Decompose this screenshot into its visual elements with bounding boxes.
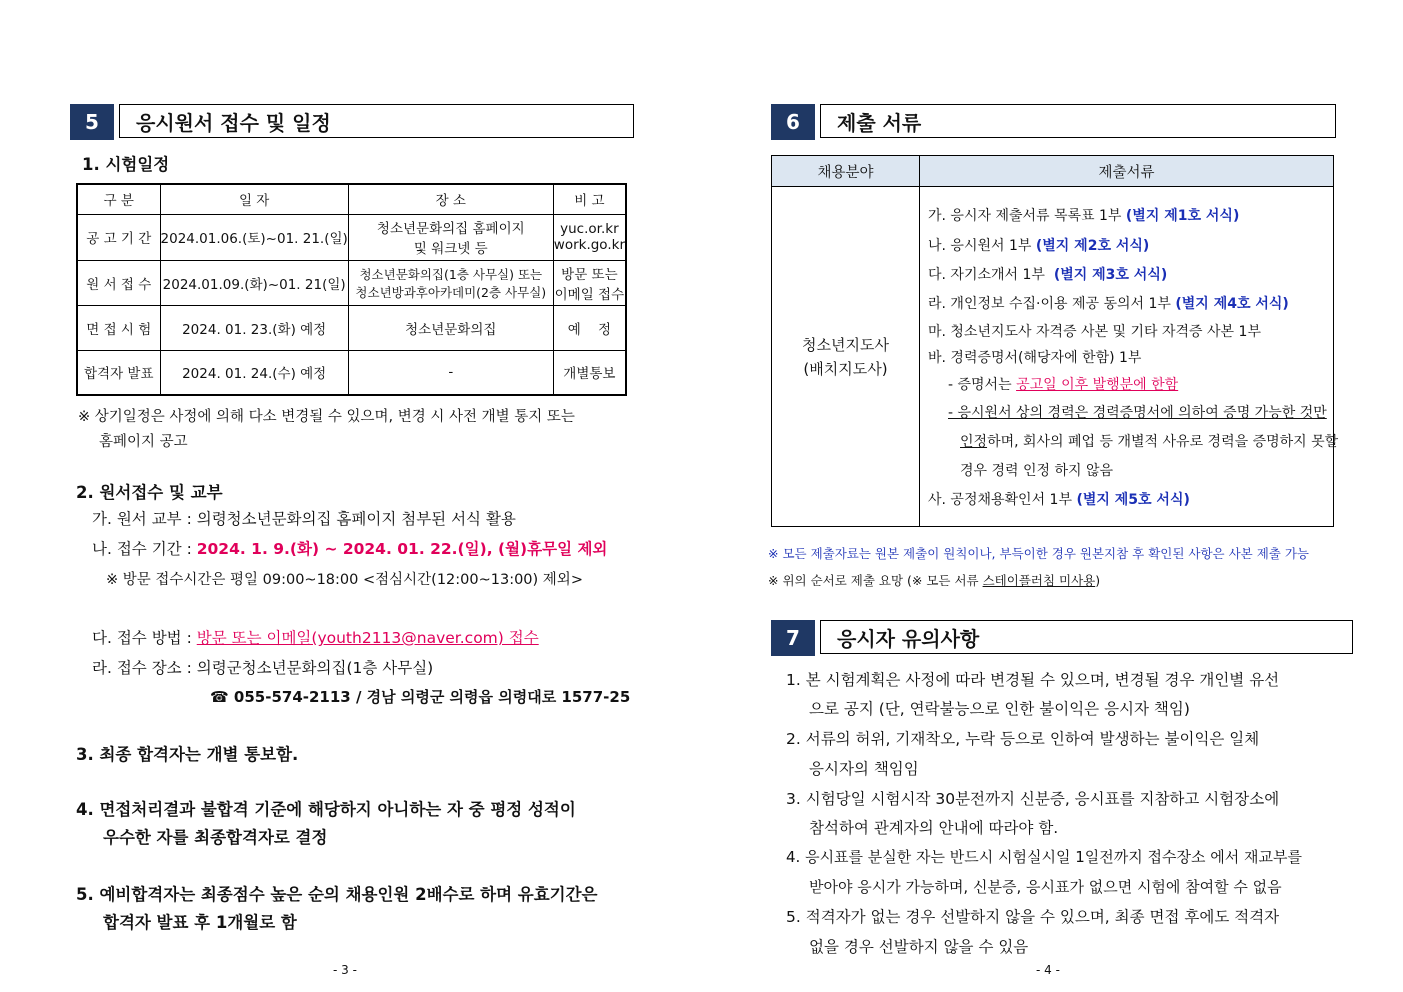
period-value: 2024. 1. 9.(화) ~ 2024. 01. 22.(일), (월)휴무일 제외 (196, 540, 608, 558)
cert-note: - 증명서는 공고일 이후 발행분에 한함 (948, 377, 1179, 393)
page-number-left: - 3 - (333, 963, 357, 977)
row-note: 예 정 (553, 305, 626, 350)
documents-header-row (772, 156, 1334, 187)
item-method: 다. 접수 방법 : 방문 또는 이메일(youth2113@naver.com) 접수 (92, 629, 539, 647)
page-number-right: - 4 - (1036, 963, 1060, 977)
documents-cell (920, 187, 1339, 527)
table-row (77, 350, 626, 395)
doc-item: 사. 공정채용확인서 1부 (별지 제5호 서식) (928, 492, 1190, 508)
section-6-title: 제출 서류 (820, 104, 1336, 138)
item-4-cont: 우수한 자를 최종합격자로 결정 (103, 828, 328, 847)
item-location: 라. 접수 장소 : 의령군청소년문화의집(1층 사무실) (92, 659, 434, 677)
schedule-note-cont: 홈페이지 공고 (99, 434, 188, 450)
row-label: 합격자 발표 (77, 350, 160, 395)
row-note: 방문 또는 이메일 접수 (553, 260, 626, 305)
table-row (77, 260, 626, 305)
documents-note-2: ※ 위의 순서로 제출 요망 (※ 모든 서류 스테이플러침 미사용) (768, 573, 1101, 588)
field-cell: 청소년지도사 (배치지도사) (772, 187, 920, 527)
career-note-end: 경우 경력 인정 하지 않음 (960, 463, 1114, 479)
row-place: 청소년문화의집 홈페이지 및 워크넷 등 (348, 214, 553, 260)
schedule-table (76, 183, 627, 396)
table-row (77, 305, 626, 350)
doc-item: 라. 개인정보 수집·이용 제공 동의서 1부 (별지 제4호 서식) (928, 296, 1289, 312)
doc-item: 나. 응시원서 1부 (별지 제2호 서식) (928, 238, 1150, 254)
table-row (77, 214, 626, 260)
row-date: 2024.01.06.(토)~01. 21.(일) (160, 214, 348, 260)
schedule-note: ※ 상기일정은 사정에 의해 다소 변경될 수 있으며, 변경 시 사전 개별 통지 또는 (78, 409, 575, 425)
contact-info: ☎ 055-574-2113 / 경남 의령군 의령읍 의령대로 1577-25 (210, 688, 631, 706)
notice-5-cont: 없을 경우 선발하지 않을 수 있음 (809, 938, 1029, 956)
notice-2: 2. 서류의 허위, 기재착오, 누락 등으로 인하여 발생하는 불이익은 일체 (786, 730, 1260, 748)
doc-item: 바. 경력증명서(해당자에 한함) 1부 (928, 350, 1142, 366)
notice-1: 1. 본 시험계획은 사정에 따라 변경될 수 있으며, 변경될 경우 개인별 유선 (786, 671, 1280, 689)
header-documents: 제출서류 (920, 156, 1334, 187)
row-label: 공 고 기 간 (77, 214, 160, 260)
notice-4: 4. 응시표를 분실한 자는 반드시 시험실시일 1일전까지 접수장소 에서 재교부를 (786, 848, 1302, 866)
notice-4-cont: 받아야 응시가 가능하며, 신분증, 응시표가 없으면 시험에 참여할 수 없음 (809, 878, 1282, 896)
notice-2-cont: 응시자의 책임임 (809, 760, 919, 778)
section-7-number: 7 (771, 620, 815, 656)
header-note: 비 고 (553, 184, 626, 214)
row-place: 청소년문화의집(1층 사무실) 또는 청소년방과후아카데미(2층 사무실) (348, 260, 553, 305)
schedule-heading: 1. 시험일정 (82, 155, 170, 174)
row-date: 2024.01.09.(화)~01. 21(일) (160, 260, 348, 305)
method-value: 방문 또는 이메일(youth2113@naver.com) 접수 (196, 629, 539, 647)
documents-row (772, 187, 1334, 527)
documents-table (771, 155, 1339, 527)
row-date: 2024. 01. 23.(화) 예정 (160, 305, 348, 350)
visit-time-note: ※ 방문 접수시간은 평일 09:00~18:00 <점심시간(12:00~13:00) 제외> (106, 572, 583, 588)
doc-item: 다. 자기소개서 1부 (별지 제3호 서식) (928, 267, 1168, 283)
notice-1-cont: 으로 공지 (단, 연락불능으로 인한 불이익은 응시자 책임) (809, 700, 1190, 718)
item-period: 나. 접수 기간 : 2024. 1. 9.(화) ~ 2024. 01. 22.(일), (월)휴무일 제외 (92, 540, 608, 558)
header-place: 장 소 (348, 184, 553, 214)
row-note: yuc.or.kr work.go.kr (553, 214, 626, 260)
section-6-number: 6 (771, 104, 815, 140)
item-distribution: 가. 원서 교부 : 의령청소년문화의집 홈페이지 첨부된 서식 활용 (92, 510, 516, 528)
section-5-title: 응시원서 접수 및 일정 (119, 104, 634, 138)
item-5: 5. 예비합격자는 최종점수 높은 순의 채용인원 2배수로 하며 유효기간은 (76, 885, 598, 904)
notice-3: 3. 시험당일 시험시작 30분전까지 신분증, 응시표를 지참하고 시험장소에 (786, 790, 1280, 808)
row-date: 2024. 01. 24.(수) 예정 (160, 350, 348, 395)
row-place: 청소년문화의집 (348, 305, 553, 350)
schedule-header-row (77, 184, 626, 214)
notice-3-cont: 참석하여 관계자의 안내에 따라야 함. (809, 819, 1059, 837)
career-note: - 응시원서 상의 경력은 경력증명서에 의하여 증명 가능한 것만 (948, 405, 1327, 421)
item-3: 3. 최종 합격자는 개별 통보함. (76, 745, 299, 764)
item-4: 4. 면접처리결과 불합격 기준에 해당하지 아니하는 자 중 평정 성적이 (76, 800, 576, 819)
row-place: - (348, 350, 553, 395)
documents-note-1: ※ 모든 제출자료는 원본 제출이 원칙이나, 부득이한 경우 원본지참 후 확인된 사항은 사본 제출 가능 (768, 546, 1310, 561)
item-5-cont: 합격자 발표 후 1개월로 함 (103, 913, 297, 932)
header-date: 일 자 (160, 184, 348, 214)
header-field: 채용분야 (772, 156, 920, 187)
doc-item: 가. 응시자 제출서류 목록표 1부 (별지 제1호 서식) (928, 208, 1240, 224)
notice-5: 5. 적격자가 없는 경우 선발하지 않을 수 있으며, 최종 면접 후에도 적격자 (786, 908, 1280, 926)
section-7-title: 응시자 유의사항 (820, 620, 1353, 654)
section-5-number: 5 (70, 104, 114, 140)
header-category: 구 분 (77, 184, 160, 214)
row-note: 개별통보 (553, 350, 626, 395)
career-note-cont: 인정하며, 회사의 폐업 등 개별적 사유로 경력을 증명하지 못할 (960, 434, 1339, 450)
row-label: 면 접 시 험 (77, 305, 160, 350)
doc-item: 마. 청소년지도사 자격증 사본 및 기타 자격증 사본 1부 (928, 324, 1261, 340)
row-label: 원 서 접 수 (77, 260, 160, 305)
application-heading: 2. 원서접수 및 교부 (76, 483, 223, 502)
